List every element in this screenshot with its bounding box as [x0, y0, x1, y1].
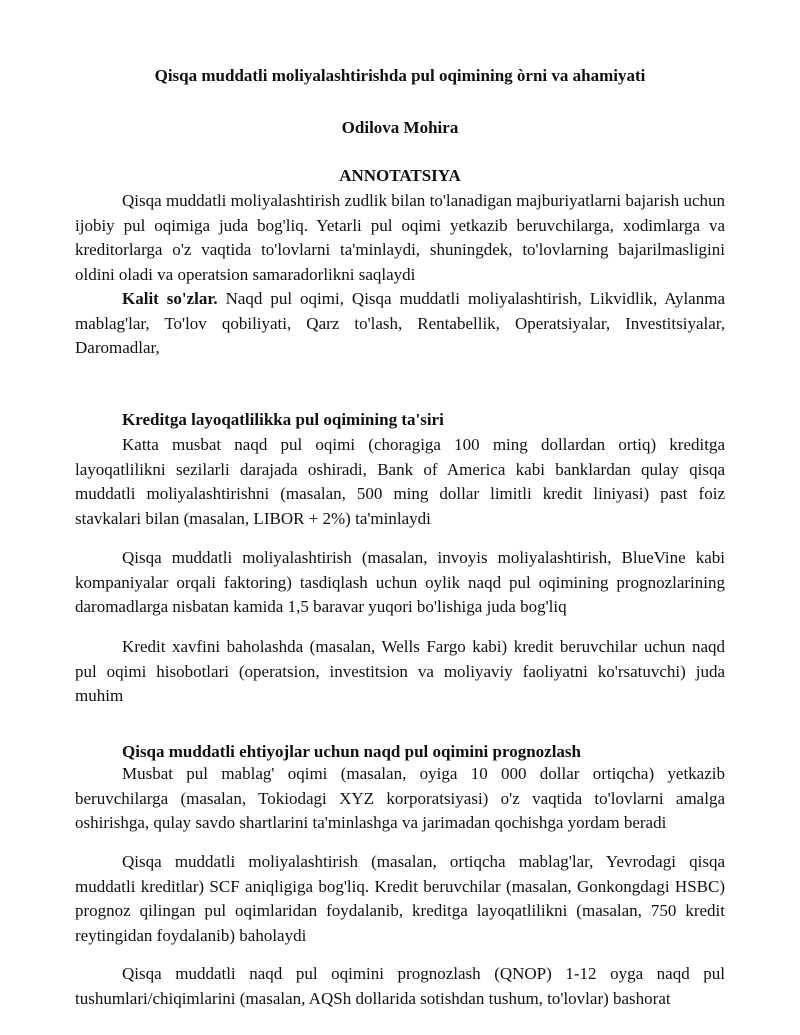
- body-paragraph: Katta musbat naqd pul oqimi (choragiga 100 ming dollardan ortiq) kreditga layoqatlilikni sezilarli darajada oshiradi, Bank of America kabi banklardan qulay qisqa muddatli moliyalashtirishni (masalan, 500 ming dollar limitli kredit liniyasi) past foiz stavkalari bilan (masalan, LIBOR + 2%) ta'minlaydi: [75, 435, 725, 528]
- body-paragraph: Musbat pul mablag' oqimi (masalan, oyiga 10 000 dollar ortiqcha) yetkazib beruvchilarga (masalan, Tokiodagi XYZ korporatsiyasi) o'z vaqtida to'lovlarni amalga oshirishga, qulay savdo shartlarini ta'minlashga va jarimadan qochishga yordam beradi: [75, 764, 725, 832]
- body-paragraph: Qisqa muddatli moliyalashtirish (masalan, invoyis moliyalashtirish, BlueVine kabi kompaniyalar orqali faktoring) tasdiqlash uchun oylik naqd pul oqimining prognozlarining daromadlarga nisbatan kamida 1,5 baravar yuqori bo'lishiga juda bog'liq: [75, 548, 725, 616]
- keywords-text: Naqd pul oqimi, Qisqa muddatli moliyalashtirish, Likvidlik, Aylanma mablag'lar, To'lov qobiliyati, Qarz to'lash, Rentabellik, Operatsiyalar, Investitsiyalar, Daromadlar,: [75, 289, 725, 357]
- section-heading: Kreditga layoqatlilikka pul oqimining ta'siri: [122, 410, 444, 429]
- body-paragraph: Kredit xavfini baholashda (masalan, Wells Fargo kabi) kredit beruvchilar uchun naqd pul oqimi hisobotlari (operatsion, investitsion va moliyaviy faoliyatni ko'rsatuvchi) juda muhim: [75, 637, 725, 705]
- author-name: Odilova Mohira: [341, 118, 459, 137]
- keywords-paragraph: [75, 287, 725, 361]
- abstract-heading: ANNOTATSIYA: [339, 166, 461, 185]
- document-title: Qisqa muddatli moliyalashtirishda pul oqimining òrni va ahamiyati: [154, 66, 646, 85]
- abstract-paragraph: Qisqa muddatli moliyalashtirish zudlik bilan to'lanadigan majburiyatlarni bajarish uchun ijobiy pul oqimiga juda bog'liq. Yetarli pul oqimi yetkazib beruvchilarga, xodimlarga va kreditorlarga o'z vaqtida to'lovlarni ta'minlaydi, shuningdek, to'lovlarning bajarilmasligini oldini oladi va operatsion samaradorlikni saqlaydi: [75, 191, 725, 284]
- section-heading: Qisqa muddatli ehtiyojlar uchun naqd pul oqimini prognozlash: [122, 742, 581, 761]
- body-paragraph: Qisqa muddatli naqd pul oqimini prognozlash (QNOP) 1-12 oyga naqd pul tushumlari/chiqimlarini (masalan, AQSh dollarida sotishdan tushum, to'lovlar) bashorat: [75, 964, 725, 1008]
- keywords-label: Kalit so'zlar.: [122, 289, 218, 308]
- body-paragraph: Qisqa muddatli moliyalashtirish (masalan, ortiqcha mablag'lar, Yevrodagi qisqa muddatli kreditlar) SCF aniqligiga bog'liq. Kredit beruvchilar (masalan, Gonkongdagi HSBC) prognoz qilingan pul oqimlaridan foydalanib, kreditga layoqatlilikni (masalan, 750 kredit reytingidan foydalanib) baholaydi: [75, 852, 725, 945]
